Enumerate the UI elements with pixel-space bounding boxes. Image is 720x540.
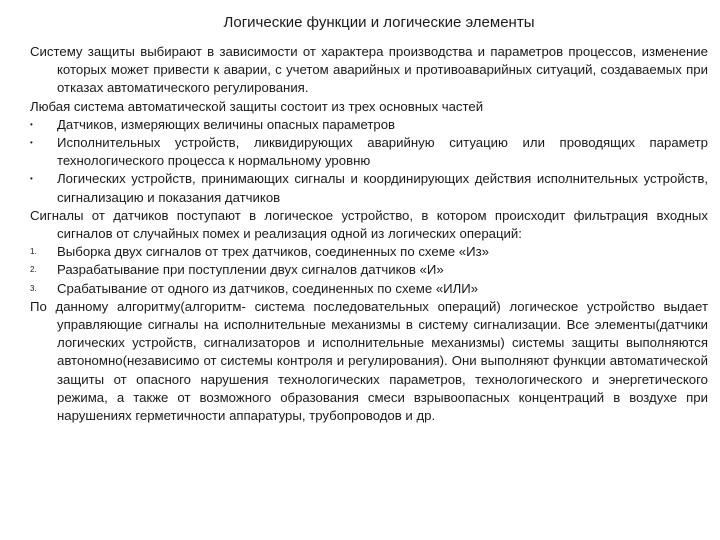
bullet-marker: • [30,138,33,148]
bullet-item [30,116,708,134]
numbered-text: Срабатывание от одного из датчиков, соединенных по схеме «ИЛИ» [57,280,479,296]
bullet-item [30,170,708,206]
number-marker: 1. [30,247,37,257]
bullet-marker: • [30,119,33,129]
paragraph-signals: Сигналы от датчиков поступают в логическое устройство, в котором происходит фильтрация входных сигналов от случайных помех и реализация одной из логических операций: [30,207,708,242]
number-marker: 2. [30,265,37,275]
number-marker: 3. [30,283,37,293]
paragraph-algorithm: По данному алгоритму(алгоритм- система последовательных операций) логическое устройство выдает управляющие сигналы на исполнительные механизмы в систему сигнализации. Все элементы(датчики логических устройств, сигнализаторов и исполнительные механизмы) системы защиты выполняются автономно(независимо от системы контроля и регулирования). Они выполняют функции автоматической защиты от опасного нарушения технологических параметров, технологического и энергетического режима, а также от возможного образования смеси взрывоопасных концентраций в воздухе при нарушениях герметичности аппаратуры, трубопроводов и др. [30,298,708,424]
bullet-marker: • [30,174,33,184]
page-title: Логические функции и логические элементы [223,14,535,31]
bullet-text: Логических устройств, принимающих сигналы и координирующих действия исполнительных устройств, сигнализацию и показания датчиков [57,171,708,205]
paragraph-parts: Любая система автоматической защиты состоит из трех основных частей [30,98,484,114]
numbered-text: Разрабатывание при поступлении двух сигналов датчиков «И» [57,262,444,278]
numbered-item [30,280,708,298]
numbered-item [30,243,708,261]
bullet-text: Датчиков, измеряющих величины опасных параметров [57,116,396,132]
numbered-item [30,261,708,279]
bullet-item [30,134,708,170]
bullet-text: Исполнительных устройств, ликвидирующих аварийную ситуацию или проводящих параметр технологического процесса к нормальному уровню [57,135,708,169]
numbered-text: Выборка двух сигналов от трех датчиков, соединенных по схеме «Из» [57,244,489,260]
paragraph-intro: Систему защиты выбирают в зависимости от характера производства и параметров процессов, изменение которых может привести к аварии, с учетом аварийных и противоаварийных ситуаций, создаваемых при отказах автоматического регулирования. [30,44,708,96]
content [30,43,708,425]
